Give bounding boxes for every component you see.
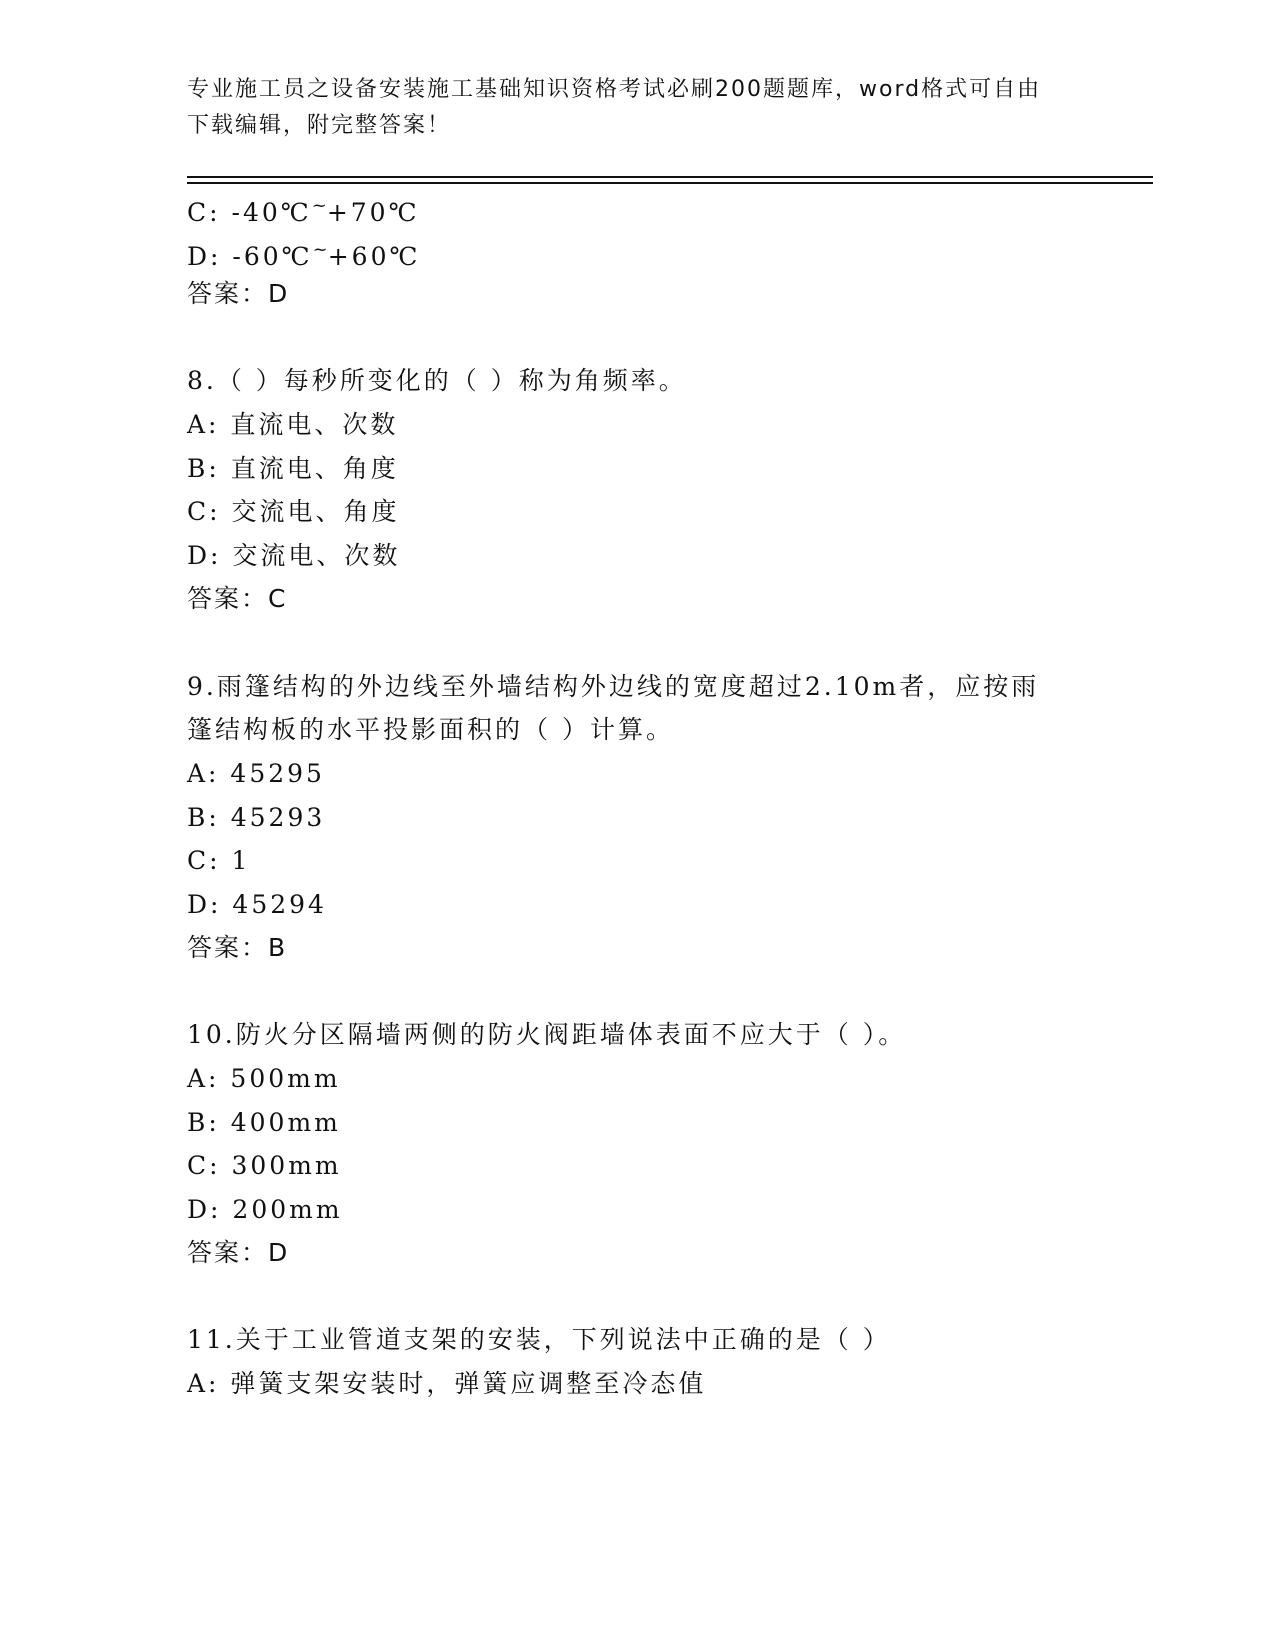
q10-option-c: C: 300mm	[187, 1151, 342, 1180]
q7-option-c-suffix: +70℃	[326, 198, 420, 227]
q11-stem: 11.关于工业管道支架的安装，下列说法中正确的是（ ）	[187, 1325, 891, 1354]
q10-answer: 答案：D	[187, 1238, 290, 1267]
q10-stem: 10.防火分区隔墙两侧的防火阀距墙体表面不应大于（ ）。	[187, 1020, 907, 1049]
q11-option-a: A: 弹簧支架安装时，弹簧应调整至冷态值	[187, 1369, 707, 1398]
header-divider-bottom	[187, 182, 1153, 184]
q7-option-c-tilde: ~	[311, 195, 327, 216]
q9-option-b: B: 45293	[187, 803, 326, 832]
q10-option-a: A: 500mm	[187, 1064, 341, 1093]
q9-answer: 答案：B	[187, 933, 288, 962]
q7-option-c	[187, 191, 420, 228]
q7-option-c-prefix: C: -40℃	[187, 198, 312, 227]
q10-option-d: D: 200mm	[187, 1195, 343, 1224]
header-divider-top	[187, 176, 1153, 178]
q9-option-d: D: 45294	[187, 890, 327, 919]
q7-option-d-suffix: +60℃	[327, 242, 421, 271]
q7-answer: 答案：D	[187, 279, 290, 308]
q8-option-c: C: 交流电、角度	[187, 497, 400, 526]
q7-option-d-prefix: D: -60℃	[187, 242, 313, 271]
q9-option-c: C: 1	[187, 846, 251, 875]
q7-option-d	[187, 235, 420, 272]
q8-option-b: B: 直流电、角度	[187, 454, 399, 483]
q8-option-a: A: 直流电、次数	[187, 410, 399, 439]
q9-stem-line-2: 篷结构板的水平投影面积的（ ）计算。	[187, 715, 674, 744]
q8-answer: 答案：C	[187, 584, 288, 613]
q9-stem-line-1: 9.雨篷结构的外边线至外墙结构外边线的宽度超过2.10m者，应按雨	[187, 672, 1040, 701]
q10-option-b: B: 400mm	[187, 1108, 341, 1137]
q9-option-a: A: 45295	[187, 759, 325, 788]
q8-option-d: D: 交流电、次数	[187, 541, 401, 570]
header-line-2: 下载编辑，附完整答案！	[187, 113, 452, 138]
q7-option-d-tilde: ~	[312, 239, 328, 260]
document-header	[187, 72, 1087, 144]
header-line-1: 专业施工员之设备安装施工基础知识资格考试必刷200题题库，word格式可自由	[187, 77, 1042, 102]
q8-stem: 8.（ ）每秒所变化的（ ）称为角频率。	[187, 366, 687, 395]
